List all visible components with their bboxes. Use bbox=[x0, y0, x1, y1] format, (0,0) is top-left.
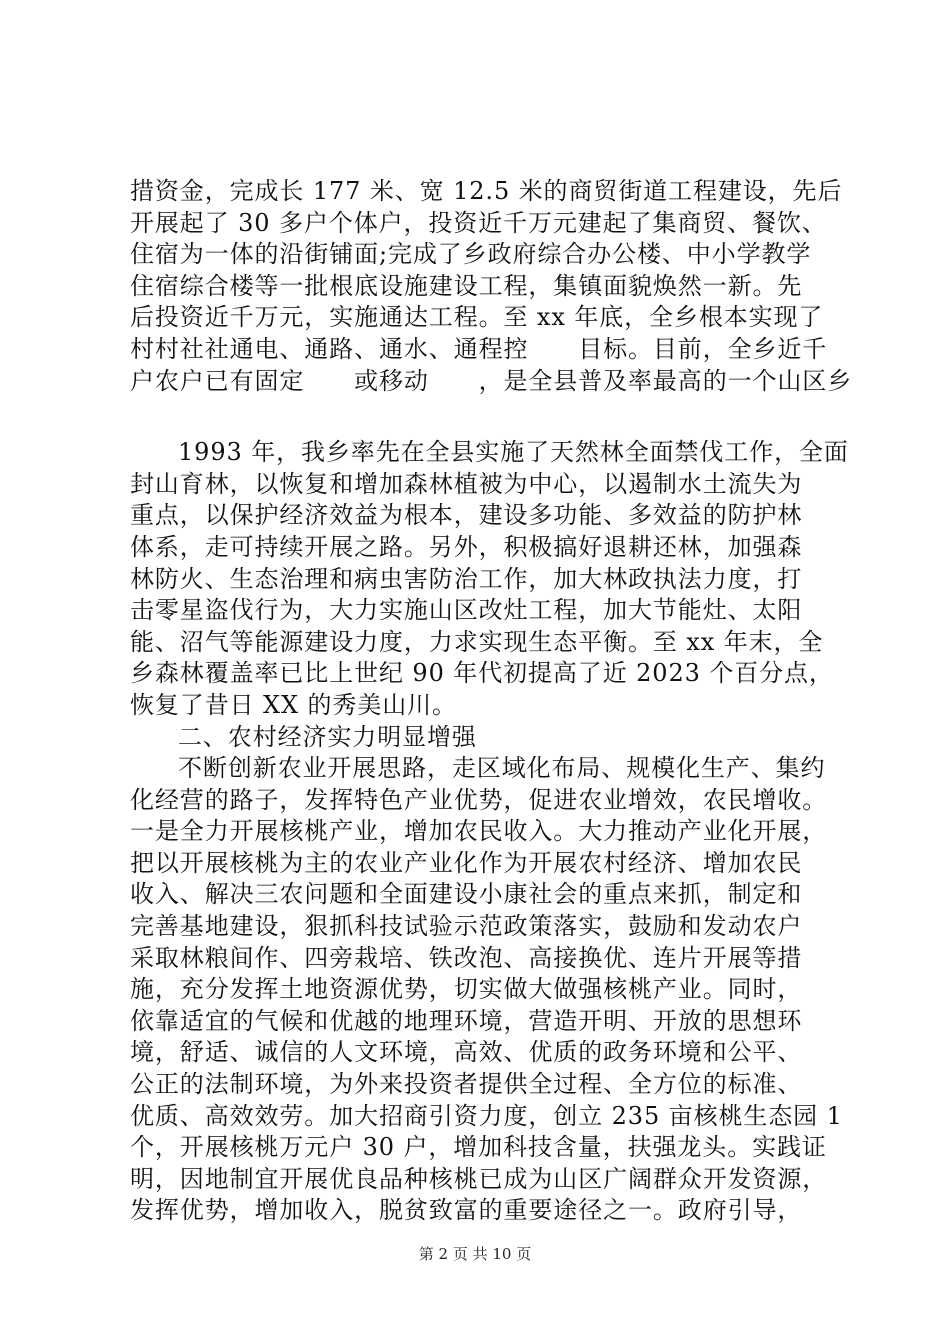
paragraph-gap bbox=[130, 397, 830, 437]
paragraph-economy bbox=[130, 753, 843, 1227]
page-number-label: 第 2 页 共 10 页 bbox=[418, 1245, 532, 1263]
text-line: 化经营的路子，发挥特色产业优势，促进农业增效，农民增收。 bbox=[130, 785, 828, 814]
text-line: 封山育林，以恢复和增加森林植被为中心，以遏制水土流失为 bbox=[130, 469, 803, 498]
text-line: 重点，以保护经济效益为根本，建设多功能、多效益的防护林 bbox=[130, 501, 803, 530]
text-line: 能、沼气等能源建设力度，力求实现生态平衡。至 xx 年末，全 bbox=[130, 627, 824, 656]
text-line: 明，因地制宜开展优良品种核桃已成为山区广阔群众开发资源， bbox=[130, 1164, 828, 1193]
text-line: 不断创新农业开展思路，走区域化布局、规模化生产、集约 bbox=[178, 754, 826, 783]
text-line: 收入、解决三农问题和全面建设小康社会的重点来抓，制定和 bbox=[130, 880, 803, 909]
text-line: 恢复了昔日 XX 的秀美山川。 bbox=[130, 690, 457, 719]
section-heading-text: 二、农村经济实力明显增强 bbox=[178, 722, 477, 751]
section-heading bbox=[130, 722, 830, 754]
paragraph-infrastructure bbox=[130, 176, 853, 397]
text-line: 户农户已有固定 或移动 ，是全县普及率最高的一个山区乡 bbox=[130, 366, 853, 395]
text-line: 住宿为一体的沿街铺面;完成了乡政府综合办公楼、中小学教学 bbox=[130, 240, 812, 269]
text-line: 完善基地建设，狠抓科技试验示范政策落实，鼓励和发动农户 bbox=[130, 912, 803, 941]
text-line: 村村社社通电、通路、通水、通程控 目标。目前，全乡近千 bbox=[130, 334, 828, 363]
text-line: 施，充分发挥土地资源优势，切实做大做强核桃产业。同时， bbox=[130, 975, 803, 1004]
text-line: 林防火、生态治理和病虫害防治工作，加大林政执法力度，打 bbox=[130, 564, 803, 593]
text-line: 措资金，完成长 177 米、宽 12.5 米的商贸街道工程建设，先后 bbox=[130, 177, 843, 205]
text-line: 后投资近千万元，实施通达工程。至 xx 年底，全乡根本实现了 bbox=[130, 303, 824, 332]
paragraph-forestry bbox=[130, 437, 849, 721]
text-line: 住宿综合楼等一批根底设施建设工程，集镇面貌焕然一新。先 bbox=[130, 271, 803, 300]
text-line: 优质、高效效劳。加大招商引资力度，创立 235 亩核桃生态园 1 bbox=[130, 1101, 843, 1130]
page-footer bbox=[0, 1243, 950, 1264]
text-line: 开展起了 30 多户个体户，投资近千万元建起了集商贸、餐饮、 bbox=[130, 208, 827, 237]
text-line: 公正的法制环境，为外来投资者提供全过程、全方位的标准、 bbox=[130, 1070, 803, 1099]
text-line: 击零星盗伐行为，大力实施山区改灶工程，加大节能灶、太阳 bbox=[130, 596, 803, 625]
text-line: 乡森林覆盖率已比上世纪 90 年代初提高了近 2023 个百分点， bbox=[130, 659, 834, 688]
text-line: 发挥优势，增加收入，脱贫致富的重要途径之一。政府引导， bbox=[130, 1196, 803, 1225]
text-line: 体系，走可持续开展之路。另外，积极搞好退耕还林，加强森 bbox=[130, 532, 803, 561]
text-line: 一是全力开展核桃产业，增加农民收入。大力推动产业化开展， bbox=[130, 817, 828, 846]
text-line: 境，舒适、诚信的人文环境，高效、优质的政务环境和公平、 bbox=[130, 1038, 803, 1067]
text-line: 1993 年，我乡率先在全县实施了天然林全面禁伐工作，全面 bbox=[178, 438, 849, 467]
document-body bbox=[130, 176, 853, 1227]
text-line: 个，开展核桃万元户 30 户，增加科技含量，扶强龙头。实践证 bbox=[130, 1133, 827, 1162]
text-line: 把以开展核桃为主的农业产业化作为开展农村经济、增加农民 bbox=[130, 848, 803, 877]
text-line: 采取林粮间作、四旁栽培、铁改泡、高接换优、连片开展等措 bbox=[130, 943, 803, 972]
text-line: 依靠适宜的气候和优越的地理环境，营造开明、开放的思想环 bbox=[130, 1006, 803, 1035]
